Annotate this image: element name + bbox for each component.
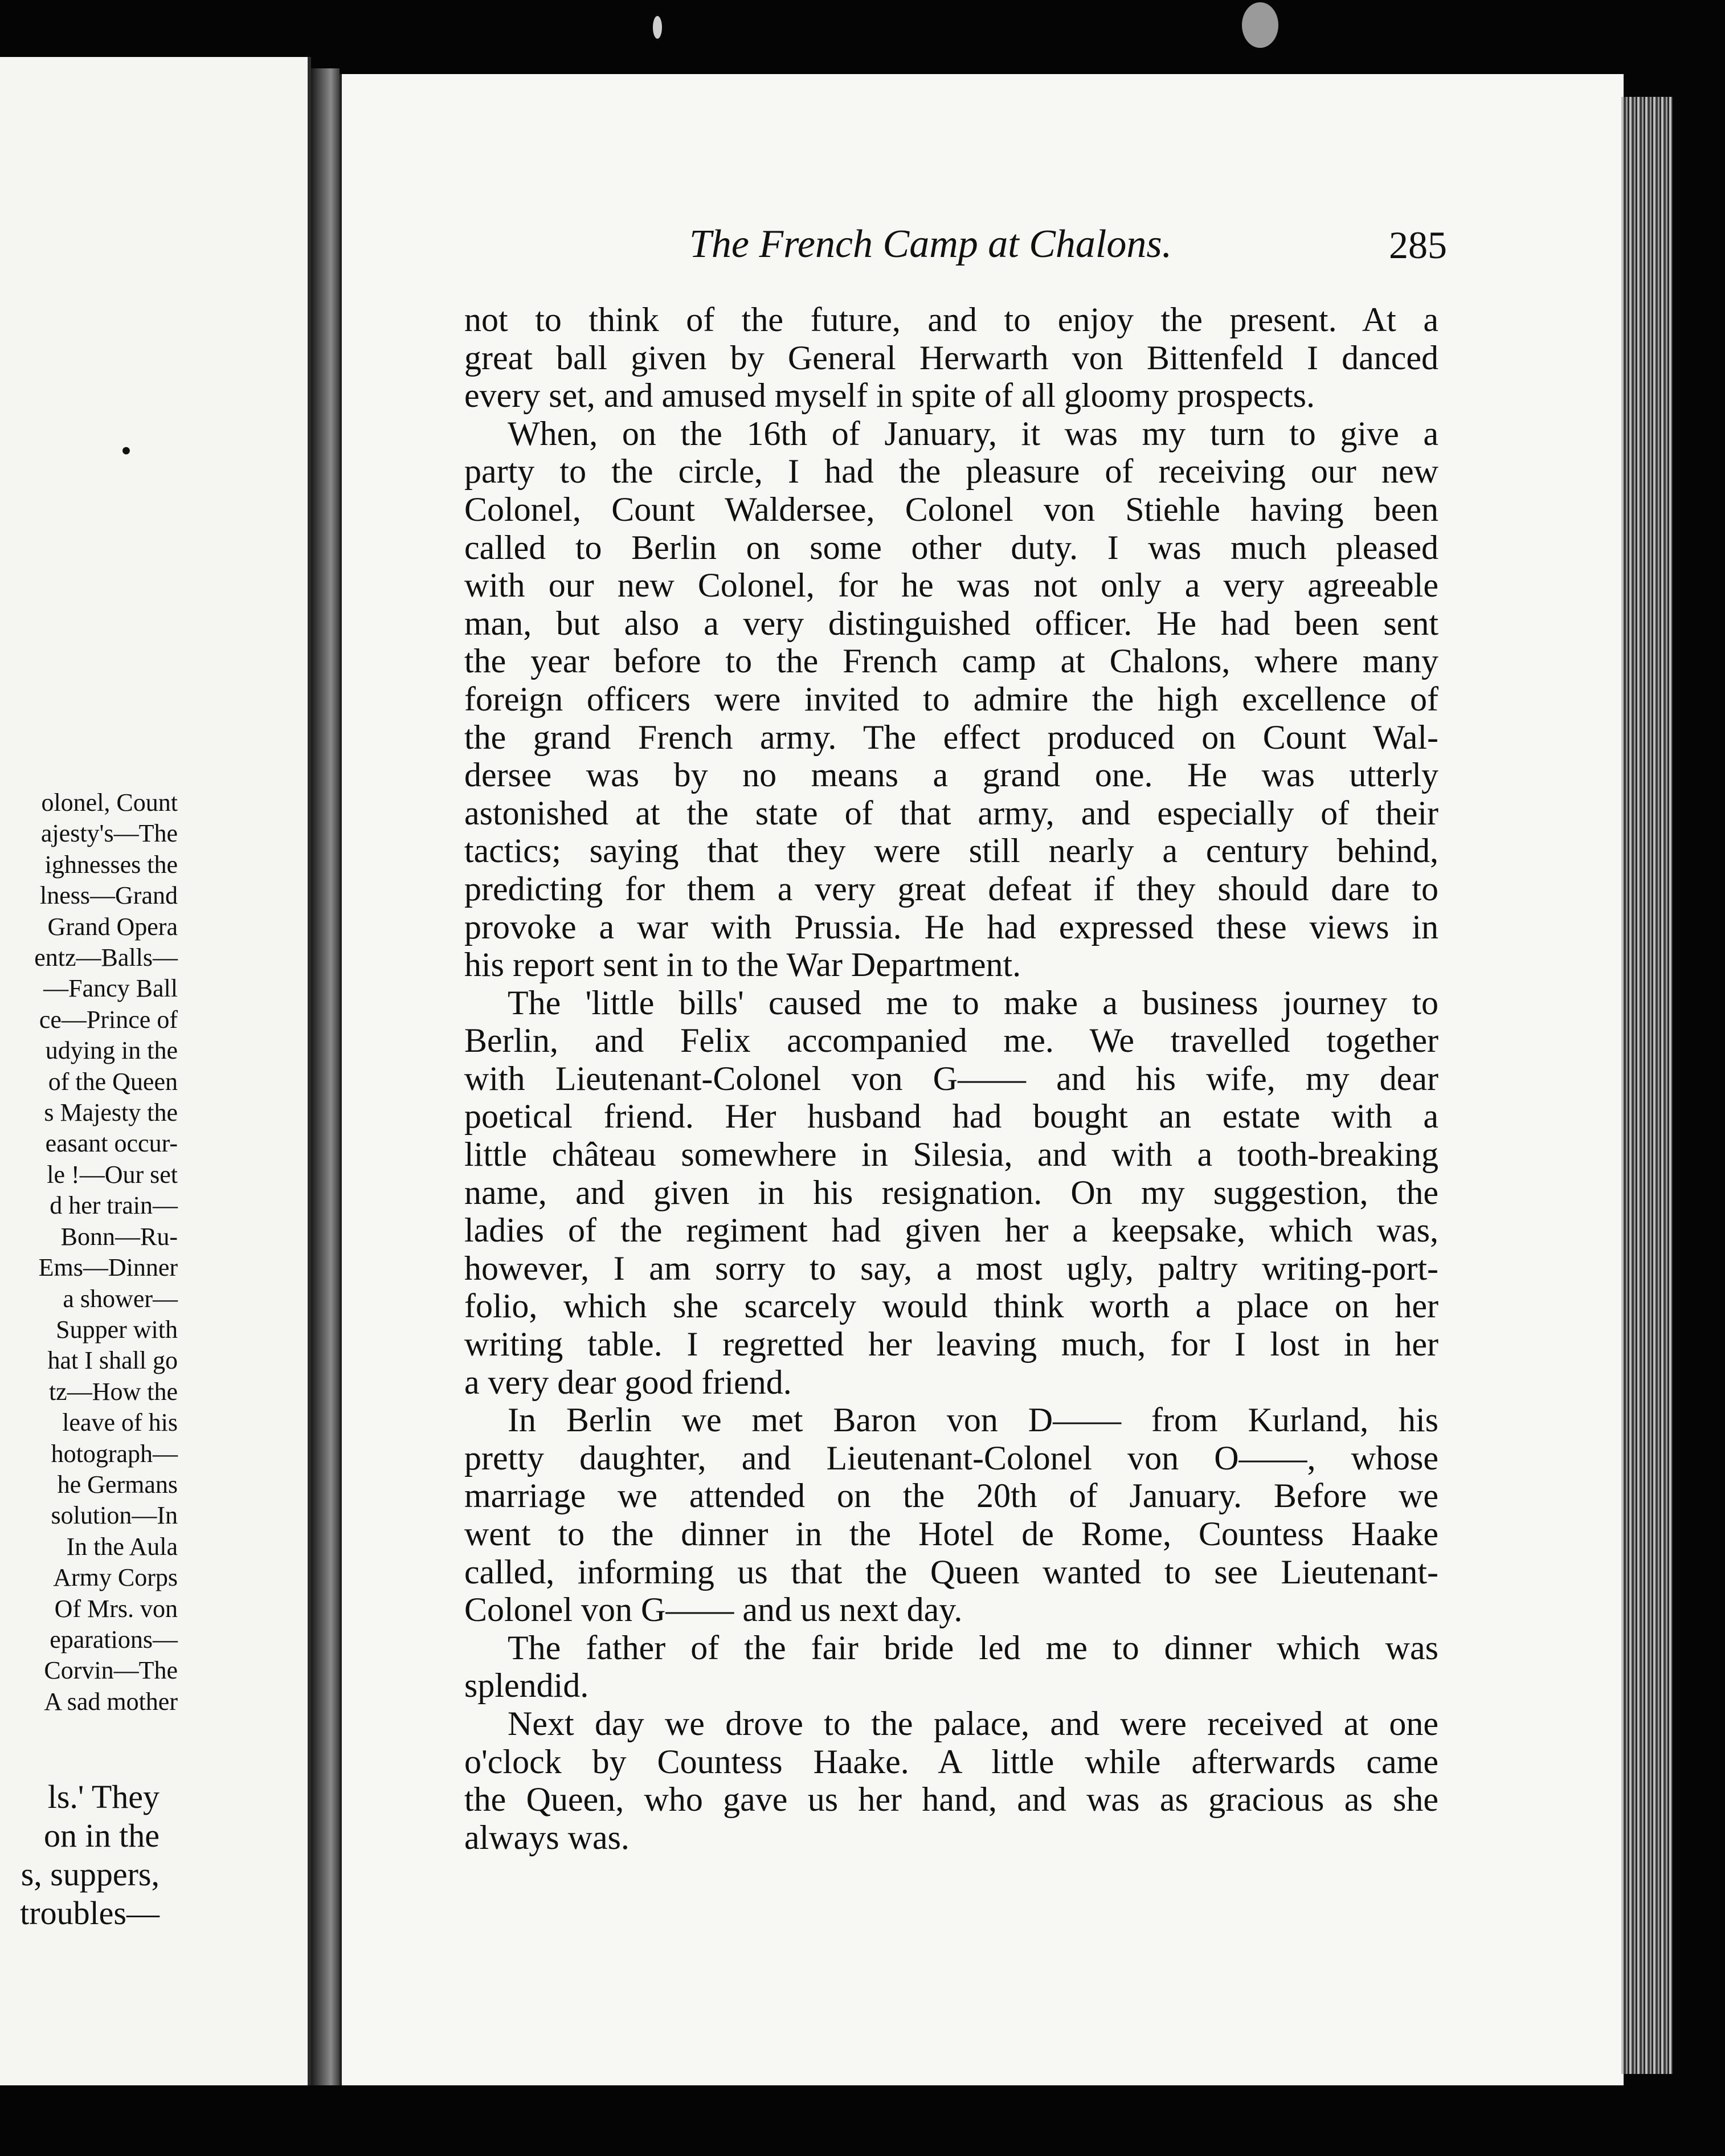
summary-line: le !—Our set	[47, 1160, 178, 1189]
text-line: with our new Colonel, for he was not only a very agreeable	[464, 566, 1438, 605]
summary-line: of the Queen	[48, 1067, 178, 1096]
scan-speck	[1242, 2, 1278, 48]
page-edges	[1621, 97, 1673, 2074]
summary-line: eparations—	[50, 1625, 178, 1653]
summary-line: ajesty's—The	[40, 819, 178, 848]
summary-line: Bonn—Ru-	[60, 1222, 178, 1251]
summary-line: s Majesty the	[44, 1099, 178, 1127]
text-line: Berlin, and Felix accompanied me. We travelled together	[464, 1022, 1438, 1060]
text-line: tactics; saying that they were still nearly a century behind,	[464, 832, 1438, 870]
text-line: dersee was by no means a grand one. He was utterly	[464, 756, 1438, 794]
text-line: Next day we drove to the palace, and were received at one	[508, 1704, 1438, 1742]
text-line: writing table. I regretted her leaving much, for I lost in her	[464, 1325, 1438, 1363]
left-page-body-fragment	[0, 1778, 160, 1933]
left-facing-page	[0, 57, 311, 2085]
summary-line: A sad mother	[44, 1687, 178, 1716]
summary-line: hotograph—	[51, 1439, 178, 1468]
text-line: always was.	[464, 1818, 629, 1856]
text-line: called to Berlin on some other duty. I was much pleased	[464, 528, 1438, 566]
summary-line: Of Mrs. von	[54, 1594, 178, 1623]
summary-line: easant occur-	[45, 1129, 178, 1158]
page-body-text	[464, 301, 1438, 1856]
summary-line: entz—Balls—	[34, 944, 178, 972]
text-line: marriage we attended on the 20th of January. Before we	[464, 1477, 1438, 1515]
text-line: with Lieutenant-Colonel von G—— and his wife, my dear	[464, 1059, 1438, 1097]
text-line: a very dear good friend.	[464, 1363, 792, 1401]
summary-line: tz—How the	[48, 1377, 178, 1406]
text-line: When, on the 16th of January, it was my turn to give a	[508, 414, 1438, 452]
summary-line: —Fancy Ball	[43, 974, 178, 1003]
text-line: the Queen, who gave us her hand, and was as gracious as she	[464, 1781, 1438, 1819]
text-line: ladies of the regiment had given her a keepsake, which was,	[464, 1211, 1438, 1250]
text-line: The 'little bills' caused me to make a business journey to	[508, 983, 1438, 1022]
summary-line: ce—Prince of	[39, 1005, 178, 1034]
text-line: foreign officers were invited to admire the high excellence of	[464, 680, 1438, 718]
book-gutter	[311, 68, 340, 2085]
text-line: predicting for them a very great defeat if they should dare to	[464, 869, 1438, 908]
text-line: went to the dinner in the Hotel de Rome, Countess Haake	[464, 1515, 1438, 1553]
text-line: folio, which she scarcely would think worth a place on her	[464, 1287, 1438, 1325]
text-line: every set, and amused myself in spite of all gloomy prospects.	[464, 377, 1315, 415]
scan-speck	[653, 16, 662, 39]
text-line: astonished at the state of that army, and especially of their	[464, 794, 1438, 832]
text-line: called, informing us that the Queen wanted to see Lieutenant-	[464, 1553, 1438, 1591]
text-line: o'clock by Countess Haake. A little while afterwards came	[464, 1742, 1438, 1781]
summary-line: Army Corps	[53, 1563, 178, 1592]
text-line: great ball given by General Herwarth von Bittenfeld I danced	[464, 338, 1438, 377]
text-line: however, I am sorry to say, a most ugly, paltry writing-port-	[464, 1249, 1438, 1287]
body-line: s, suppers,	[21, 1856, 160, 1893]
page-mark: •	[121, 434, 132, 468]
running-head: The French Camp at Chalons.	[689, 222, 1172, 266]
text-line: man, but also a very distinguished officer. He had been sent	[464, 604, 1438, 642]
summary-line: udying in the	[45, 1036, 178, 1065]
body-line: ls.' They	[47, 1778, 160, 1815]
text-line: the grand French army. The effect produced on Count Wal-	[464, 718, 1438, 756]
summary-line: solution—In	[51, 1501, 178, 1530]
left-page-chapter-summary	[0, 787, 178, 1717]
summary-line: In the Aula	[66, 1532, 178, 1561]
summary-line: Grand Opera	[47, 912, 178, 941]
body-line: on in the	[44, 1817, 160, 1854]
summary-line: lness—Grand	[40, 881, 178, 910]
text-line: pretty daughter, and Lieutenant-Colonel von O——, whose	[464, 1439, 1438, 1477]
text-line: provoke a war with Prussia. He had expressed these views in	[464, 908, 1438, 946]
summary-line: Supper with	[56, 1315, 178, 1344]
text-line: poetical friend. Her husband had bought an estate with a	[464, 1097, 1438, 1136]
summary-line: hat I shall go	[47, 1346, 178, 1375]
text-line: In Berlin we met Baron von D—— from Kurland, his	[508, 1401, 1438, 1439]
text-line: name, and given in his resignation. On my suggestion, the	[464, 1173, 1438, 1211]
body-line: troubles—	[20, 1894, 160, 1932]
text-line: The father of the fair bride led me to dinner which was	[508, 1628, 1438, 1667]
summary-line: Ems—Dinner	[38, 1253, 178, 1282]
summary-line: leave of his	[62, 1408, 178, 1437]
text-line: the year before to the French camp at Chalons, where many	[464, 642, 1438, 680]
summary-line: ighnesses the	[44, 850, 178, 879]
summary-line: a shower—	[63, 1284, 178, 1313]
text-line: little château somewhere in Silesia, and with a tooth-breaking	[464, 1136, 1438, 1174]
summary-line: he Germans	[57, 1470, 178, 1498]
page-number: 285	[1389, 223, 1447, 267]
summary-line: d her train—	[50, 1191, 178, 1220]
text-line: Colonel von G—— and us next day.	[464, 1591, 963, 1629]
text-line: his report sent in to the War Department.	[464, 946, 1021, 984]
text-line: splendid.	[464, 1667, 589, 1705]
text-line: Colonel, Count Waldersee, Colonel von Stiehle having been	[464, 490, 1438, 528]
text-line: not to think of the future, and to enjoy the present. At a	[464, 301, 1438, 338]
text-line: party to the circle, I had the pleasure of receiving our new	[464, 452, 1438, 491]
summary-line: Corvin—The	[44, 1656, 178, 1685]
summary-line: olonel, Count	[41, 789, 178, 816]
